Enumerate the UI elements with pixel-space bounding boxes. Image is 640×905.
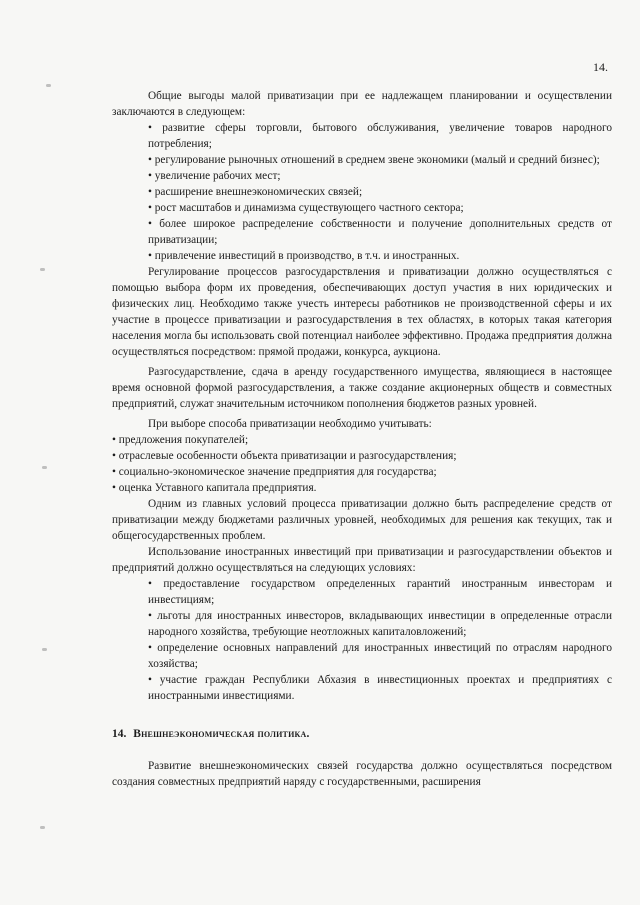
page-number: 14. xyxy=(593,60,608,74)
intro-paragraph: Общие выгоды малой приватизации при ее надлежащем планировании и осуществлении заключаются в следующем: xyxy=(112,90,612,118)
list-item: • рост масштабов и динамизма существующего частного сектора; xyxy=(148,202,464,214)
distribution-paragraph: Одним из главных условий процесса приватизации должно быть распределение средств от приватизации между бюджетами различных уровней, необходимых для решения как текущих, так и общегосударственных проблем. xyxy=(112,498,612,542)
regulation-paragraph: Регулирование процессов разгосударствления и приватизации должно осуществляться с помощью выбора форм их проведения, обеспечивающих доступ участия в них юридических и физических лиц. Необходимо также учесть интересы работников не производственной сферы и их участие в процессе приватизации и разгосударствления в тех областях, в которых такая категория населения могла бы использовать свой потенциал наиболее эффективно. Продажа предприятия должна осуществляться посредством: прямой продажи, конкурса, аукциона. xyxy=(112,266,612,358)
list-item: • расширение внешнеэкономических связей; xyxy=(148,186,363,198)
list-item: • увеличение рабочих мест; xyxy=(148,170,281,182)
list-item: • отраслевые особенности объекта приватизации и разгосударствления; xyxy=(112,450,457,462)
list-item: • предоставление государством определенных гарантий иностранным инвесторам и инвестициям; xyxy=(148,578,612,606)
foreign-intro: Использование иностранных инвестиций при приватизации и разгосударствлении объектов и предприятий должно осуществляться на следующих условиях: xyxy=(112,546,612,574)
scan-speck xyxy=(42,648,47,651)
scan-speck xyxy=(42,466,47,469)
scan-speck xyxy=(40,268,45,271)
section-heading xyxy=(112,726,612,742)
list-item: • социально-экономическое значение предприятия для государства; xyxy=(112,466,437,478)
final-paragraph: Развитие внешнеэкономических связей государства должно осуществляться посредством создания совместных предприятий наряду с государственными, расширения xyxy=(112,760,612,788)
list-item: • определение основных направлений для иностранных инвестиций по отраслям народного хозяйства; xyxy=(148,642,612,670)
document-body xyxy=(112,88,612,790)
section-number: 14. xyxy=(112,728,127,740)
choice-list xyxy=(112,432,612,496)
list-item: • оценка Уставного капитала предприятия. xyxy=(112,482,317,494)
list-item: • привлечение инвестиций в производство, в т.ч. и иностранных. xyxy=(148,250,460,262)
list-item: • участие граждан Республики Абхазия в инвестиционных проектах и предприятиях с иностранными инвестициями. xyxy=(148,674,612,702)
foreign-list xyxy=(112,576,612,704)
list-item: • регулирование рыночных отношений в среднем звене экономики (малый и средний бизнес); xyxy=(148,154,600,166)
scan-speck xyxy=(40,826,45,829)
lease-paragraph: Разгосударствление, сдача в аренду государственного имущества, являющиеся в настоящее время основной формой разгосударствления, а также создание акционерных обществ и совместных предприятий, служат значительным источником пополнения бюджетов разных уровней. xyxy=(112,366,612,410)
list-item: • предложения покупателей; xyxy=(112,434,249,446)
benefits-list xyxy=(112,120,612,264)
scan-speck xyxy=(46,84,51,87)
list-item: • более широкое распределение собственности и получение дополнительных средств от приватизации; xyxy=(148,218,612,246)
section-title: Внешнеэкономическая политика. xyxy=(133,728,310,740)
list-item: • льготы для иностранных инвесторов, вкладывающих инвестиции в определенные отрасли народного хозяйства, требующие неотложных капиталовложений; xyxy=(148,610,612,638)
choice-intro: При выборе способа приватизации необходимо учитывать: xyxy=(148,418,432,430)
list-item: • развитие сферы торговли, бытового обслуживания, увеличение товаров народного потребления; xyxy=(148,122,612,150)
